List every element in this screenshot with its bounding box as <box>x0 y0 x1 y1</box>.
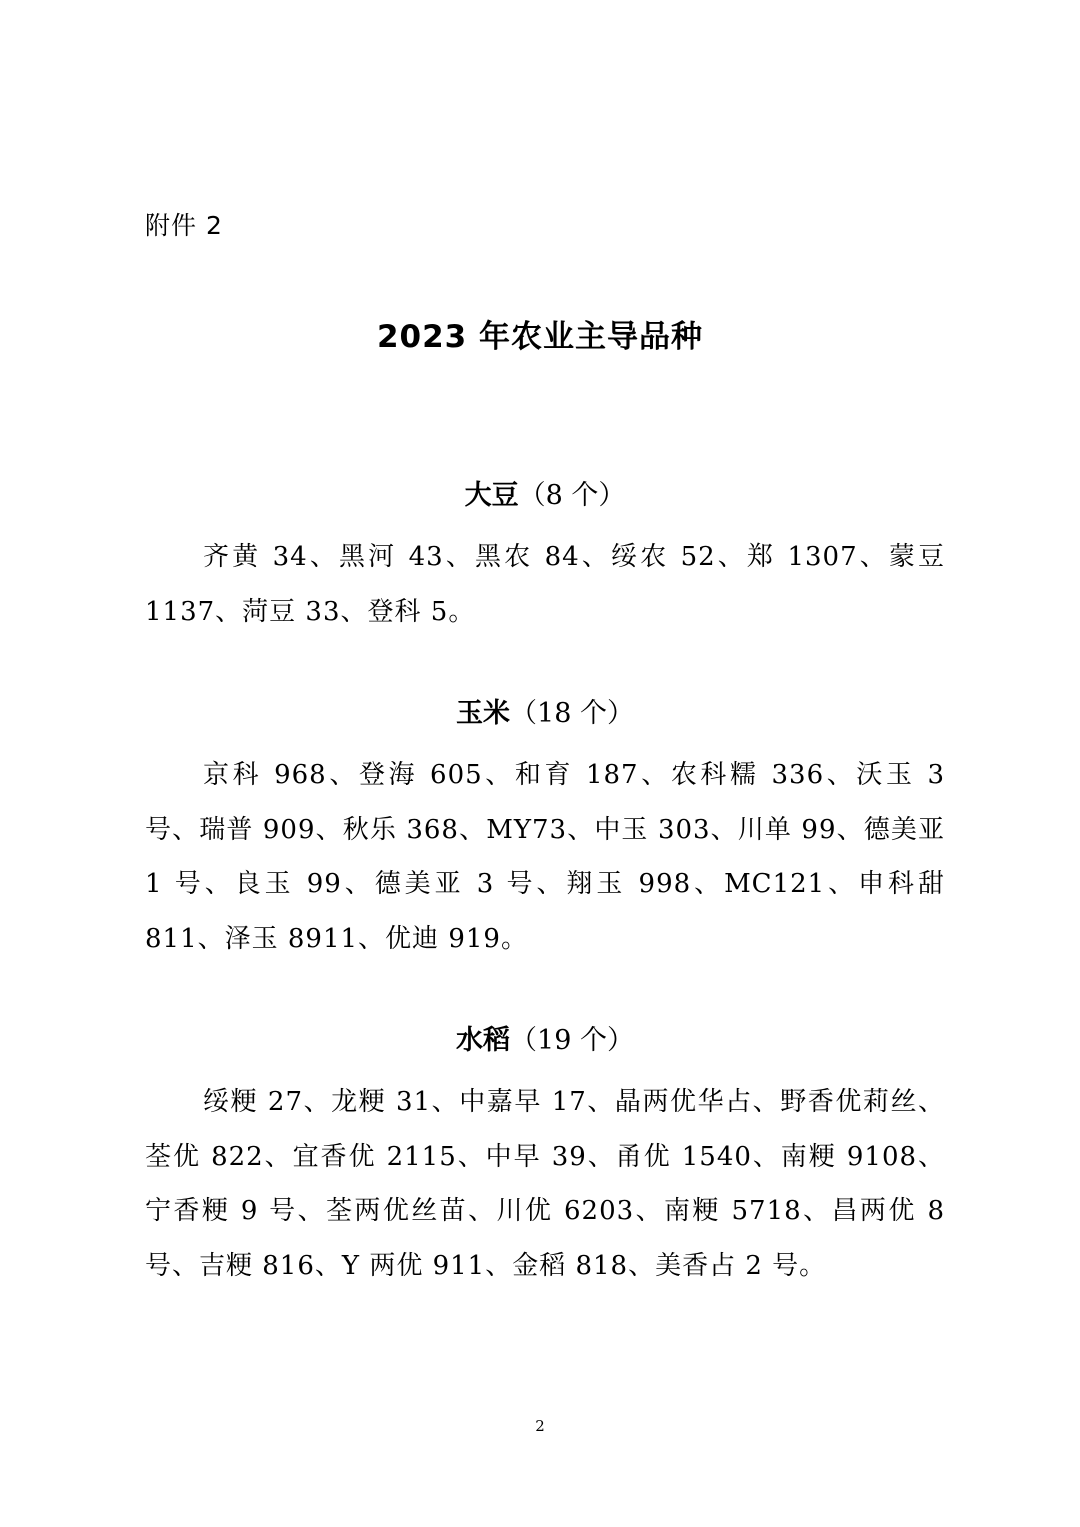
section-heading <box>145 476 945 516</box>
section-name: 玉米 <box>456 698 511 729</box>
section-count: （19 个） <box>510 1025 634 1056</box>
attachment-label: 附件 2 <box>145 211 223 240</box>
section-rice <box>145 1021 945 1293</box>
page-number: 2 <box>535 1417 545 1435</box>
section-corn <box>145 694 945 966</box>
section-soybean <box>145 476 945 639</box>
section-heading <box>145 1021 945 1061</box>
section-name: 大豆 <box>464 480 519 511</box>
section-heading <box>145 694 945 734</box>
variety-list: 绥粳 27、龙粳 31、中嘉早 17、晶两优华占、野香优莉丝、荃优 822、宜香优 2115、中早 39、甬优 1540、南粳 9108、宁香粳 9 号、荃两优丝苗、川优 6203、南粳 5718、昌两优 8 号、吉粳 816、Y 两优 911、金稻 818、美香占 2 号。 <box>145 1087 945 1281</box>
section-count: （8 个） <box>518 480 626 511</box>
section-count: （18 个） <box>510 698 634 729</box>
variety-list: 京科 968、登海 605、和育 187、农科糯 336、沃玉 3 号、瑞普 909、秋乐 368、MY73、中玉 303、川单 99、德美亚 1 号、良玉 99、德美亚 3 号、翔玉 998、MC121、申科甜 811、泽玉 8911、优迪 919。 <box>145 760 945 954</box>
variety-list: 齐黄 34、黑河 43、黑农 84、绥农 52、郑 1307、蒙豆 1137、菏豆 33、登科 5。 <box>145 542 945 627</box>
page-title: 2023 年农业主导品种 <box>376 319 704 355</box>
section-name: 水稻 <box>456 1025 511 1056</box>
